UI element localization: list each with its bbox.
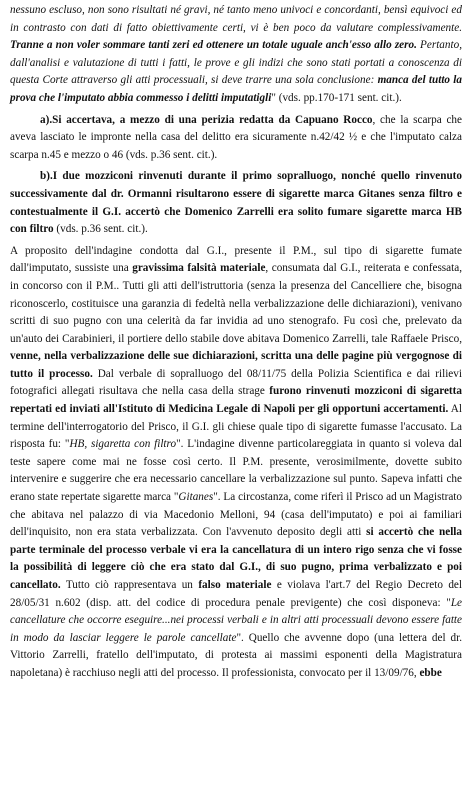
text-run: a).Si accertava, a mezzo di una perizia redatta da Capuano Rocco [40, 113, 373, 126]
text-run: ebbe [419, 666, 442, 679]
text-run: ". Quello che avvenne dopo (una lettera del dr. Vittorio Zarrelli, fratello dell'imputato, di protesta ai massimi esponenti della Magistratura napoletana) è racchiuso negli atti del processo. Il professionista, convocato per il 13/09/76, [10, 631, 462, 679]
text-run: manca del tutto la prova che l'imputato abbia commesso i delitti imputatigli [10, 74, 462, 104]
text-run: Al termine dell'interrogatorio del Prisco, il G.I. gli chiese quale tipo di sigarette fumasse l'accusato. La risposta fu: " [10, 403, 462, 451]
text-run: venne, nella verbalizzazione delle sue dichiarazioni, scritta una delle pagine più vergognose di tutto il processo. [10, 350, 462, 380]
text-run: , che la scarpa che aveva lasciato le impronte nella casa del delitto era sicuramente n.42/42 ½ e che l'imputato calza scarpa n.45 e mezzo o 46 (vds. p.36 sent. cit.). [10, 113, 462, 161]
text-run: b).I due mozziconi rinvenuti durante il primo sopralluogo, nonché quello rinvenuto successivamente dal dr. Ormanni risultarono essere di sigarette marca Gitanes senza filtro e contestualmente il G.I. accertò che Domenico Zarrelli era solito fumare sigarette marca HB con filtro [10, 170, 462, 236]
text-run: Dal verbale di sopralluogo del 08/11/75 della Polizia Scientifica e dai rilievi fotografici allegati risultava che nella casa della strage [10, 367, 462, 398]
text-run: " (vds. pp.170-171 sent. cit.). [271, 91, 402, 104]
text-run: (vds. p.36 sent. cit.). [53, 223, 148, 236]
paragraph-point-a [10, 112, 462, 165]
text-run: e violava l'art.7 del Regio Decreto del 28/05/31 n.602 (disp. att. del codice di procedura penale previgente) che così disponeva: " [10, 579, 462, 609]
text-run: furono rinvenuti mozziconi di sigaretta repertati ed inviati all'Istituto di Medicina Legale di Napoli per gli opportuni accertamenti. [10, 385, 462, 416]
text-run: , consumata dal G.I., reiterata e confessata, in concorso con il P.M.. Tutti gli atti dell'istruttoria (senza la presenza del Cancelliere che, bisogna riconoscerlo, costituisce una garanzia di fedeltà nella verbalizzazione delle dichiarazioni), venivano scritti di suo pugno con una celerità da far invidia ad uno stenografo. Fu così che, prelevato da un'auto dei Carabinieri, il portiere dello stabile dove abitava Domenico Zarrelli, tale Raffaele Prisco, [10, 262, 462, 345]
text-run: ". La circostanza, come riferì il Prisco ad un Magistrato che abitava nel palazzo di via Macedonio Melloni, 94 (casa dell'imputato) e poi ai familiari dell'inquisito, non era stata verbalizzata. Con l'avvenuto deposito degli atti [10, 491, 462, 539]
paragraph-conclusion [10, 2, 462, 108]
text-run: A proposito dell'indagine condotta dal G.I., presente il P.M., sul tipo di sigarette fumate dall'imputato, sussiste una [10, 244, 462, 275]
text-run: ". L'indagine divenne particolareggiata in quanto si voleva dal teste sapere come mai ne fosse così certo. Il P.M. presente, verosimilmente, dovette subito intervenire e suggerire che era necessario cancellare la verbalizzazione sul punto. Sapeva infatti che erano state repertate sigarette marca " [10, 438, 462, 504]
paragraph-point-b [10, 168, 462, 238]
text-run: nessuno escluso, non sono risultati né gravi, né tanto meno univoci e concordanti, bensì equivoci ed in contrasto con dati di fatto obiettivamente certi, vi è ben poco da valutare complessivamente. [10, 4, 462, 34]
text-run: Tranne a non voler sommare tanti zeri ed ottenere un totale uguale anch'esso allo zero. [10, 39, 417, 52]
text-run: gravissima falsità materiale [132, 262, 266, 275]
text-run: Le cancellature che occorre eseguire...nei processi verbali e in altri atti processuali devono essere fatte in modo da lasciar leggere le parole cancellate [10, 596, 462, 644]
paragraph-investigation [10, 243, 462, 683]
text-run: falso materiale [198, 579, 272, 591]
text-run: HB, sigaretta con filtro [69, 438, 177, 451]
text-run: si accertò che nella parte terminale del processo verbale vi era la cancellatura di un intero rigo senza che vi fosse la possibilità di leggere ciò che era stato dal G.I., di suo pugno, prima verbalizzato e poi cancellato. [10, 526, 463, 591]
text-run: Gitanes [178, 491, 214, 504]
text-run: Pertanto, dall'analisi e valutazione di tutti i fatti, le prove e gli indizi che sono stati portati a conoscenza di questa Corte attraverso gli atti processuali, si deve trarre una sola conclusione: [10, 39, 462, 87]
text-run: Tutto ciò rappresentava un [60, 579, 199, 591]
